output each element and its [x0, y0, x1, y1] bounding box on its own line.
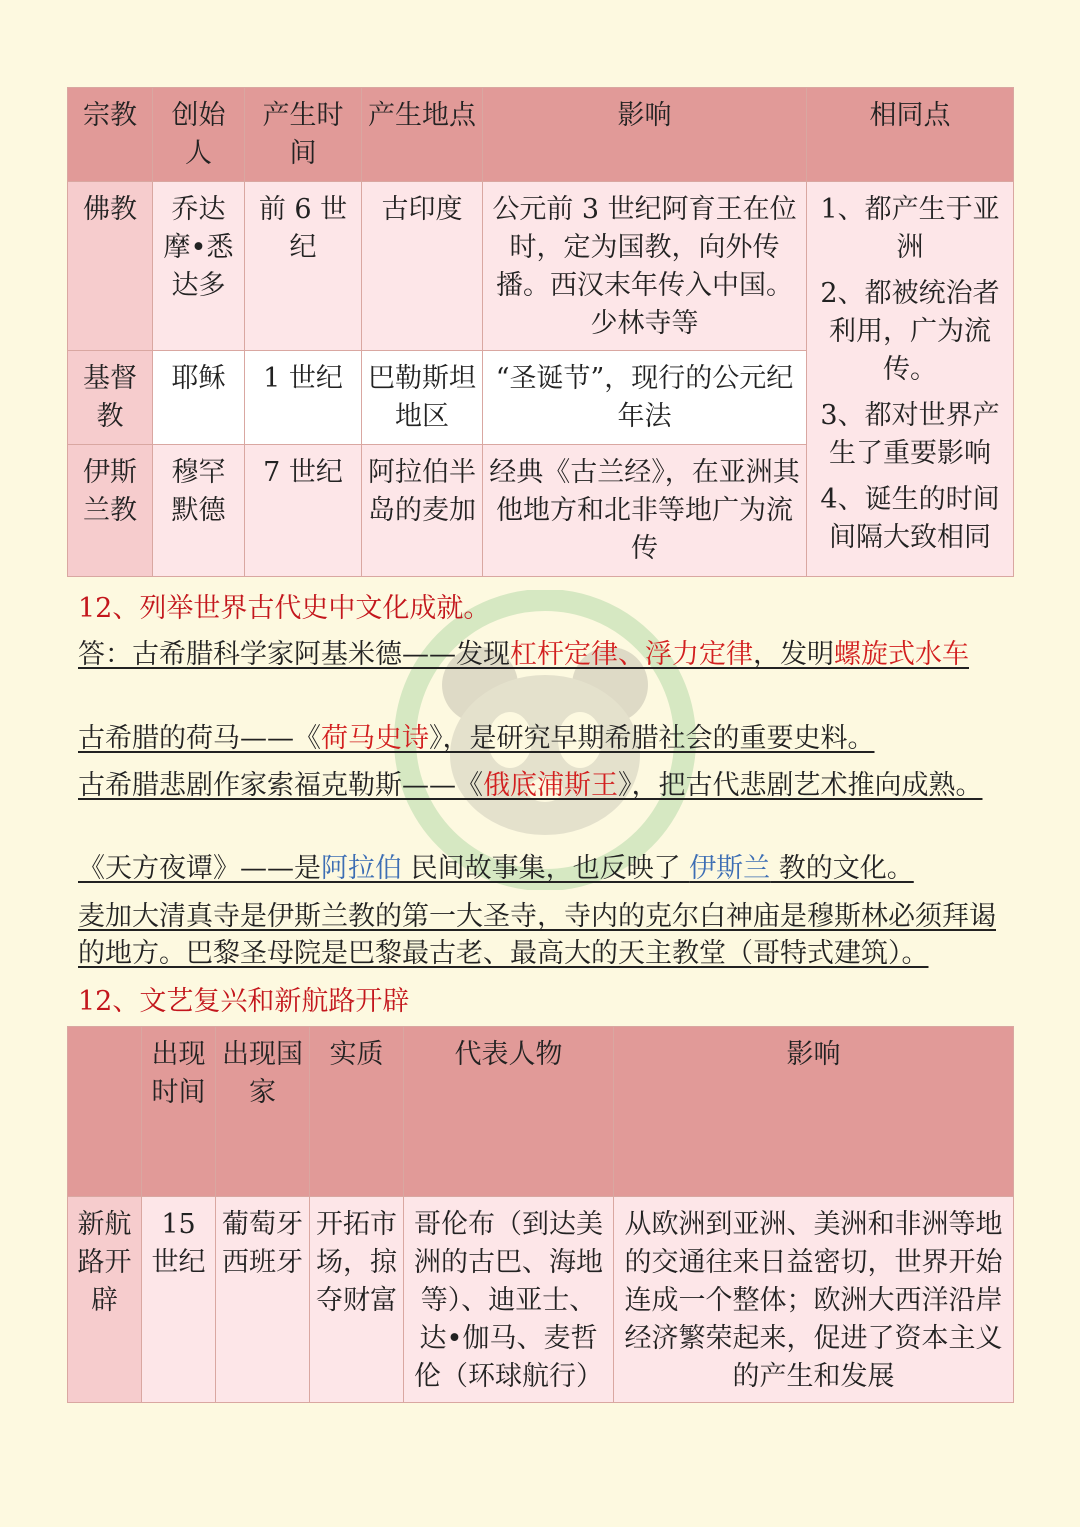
text-segment: 教的文化。 [770, 853, 914, 884]
text-segment: 》，把古代悲剧艺术推向成熟。 [618, 770, 983, 801]
cell-countries: 葡萄牙西班牙 [216, 1197, 310, 1403]
cell-founder: 乔达摩•悉达多 [153, 182, 245, 351]
header-impact: 影响 [483, 88, 807, 182]
similarity-item: 3、都对世界产生了重要影响 [820, 400, 1000, 469]
cell-impact: “圣诞节”，现行的公元纪年法 [483, 351, 807, 445]
header-founder: 创始人 [153, 88, 245, 182]
cell-religion: 佛教 [68, 182, 153, 351]
cell-similarities [807, 182, 1014, 577]
cell-time: 前 6 世纪 [245, 182, 362, 351]
table-header-row [68, 88, 1014, 182]
header-people: 代表人物 [404, 1027, 614, 1197]
cell-religion: 伊斯兰教 [68, 445, 153, 577]
section-title-culture: 12、列举世界古代史中文化成就。 [78, 593, 491, 624]
table-header-row [68, 1027, 1014, 1197]
header-time: 出现时间 [142, 1027, 216, 1197]
highlight-text: 俄底浦斯王 [483, 770, 618, 801]
cell-time: 1 世纪 [245, 351, 362, 445]
cell-place: 巴勒斯坦地区 [362, 351, 483, 445]
cell-people: 哥伦布（到达美洲的古巴、海地等）、迪亚士、达•伽马、麦哲伦（环球航行） [404, 1197, 614, 1403]
header-empty [68, 1027, 142, 1197]
cell-essence: 开拓市场，掠夺财富 [310, 1197, 404, 1403]
cell-impact: 从欧洲到亚洲、美洲和非洲等地的交通往来日益密切，世界开始连成一个整体；欧洲大西洋沿岸经济繁荣起来，促进了资本主义的产生和发展 [614, 1197, 1014, 1403]
header-impact: 影响 [614, 1027, 1014, 1197]
text-segment: 《天方夜谭》——是 [78, 853, 321, 884]
cell-religion: 基督教 [68, 351, 153, 445]
cell-time: 15 世纪 [142, 1197, 216, 1403]
text-segment: 》，是研究早期希腊社会的重要史料。 [429, 723, 875, 754]
header-countries: 出现国家 [216, 1027, 310, 1197]
similarity-item: 2、都被统治者利用，广为流传。 [820, 278, 1000, 385]
cell-impact: 公元前 3 世纪阿育王在位时，定为国教，向外传播。西汉末年传入中国。少林寺等 [483, 182, 807, 351]
text-segment: 答：古希腊科学家阿基米德——发现 [78, 639, 510, 670]
highlight-text: 伊斯兰 [689, 853, 771, 884]
cell-impact: 经典《古兰经》，在亚洲其他地方和北非等地广为流传 [483, 445, 807, 577]
text-segment: 古希腊悲剧作家索福克勒斯——《 [78, 770, 483, 801]
cell-time: 7 世纪 [245, 445, 362, 577]
cell-founder: 穆罕默德 [153, 445, 245, 577]
cell-event: 新航路开辟 [68, 1197, 142, 1403]
answer-line-archimedes [78, 636, 1008, 673]
religion-table [67, 87, 1014, 577]
answer-line-mecca-paris: 麦加大清真寺是伊斯兰教的第一大圣寺，寺内的克尔白神庙是穆斯林必须拜谒的地方。巴黎圣母院是巴黎最古老、最高大的天主教堂（哥特式建筑）。 [78, 901, 996, 969]
cell-place: 古印度 [362, 182, 483, 351]
header-time: 产生时间 [245, 88, 362, 182]
similarity-item: 1、都产生于亚洲 [820, 194, 1000, 263]
table-row [68, 1197, 1014, 1403]
similarity-item: 4、诞生的时间间隔大致相同 [820, 484, 1000, 553]
header-religion: 宗教 [68, 88, 153, 182]
table-row [68, 182, 1014, 351]
exploration-table [67, 1026, 1014, 1403]
header-essence: 实质 [310, 1027, 404, 1197]
header-place: 产生地点 [362, 88, 483, 182]
highlight-text: 荷马史诗 [321, 723, 429, 754]
text-segment: 民间故事集，也反映了 [402, 853, 690, 884]
answer-line-sophocles [78, 767, 1008, 804]
text-segment: ，发明 [753, 639, 834, 670]
header-similarities: 相同点 [807, 88, 1014, 182]
cell-founder: 耶稣 [153, 351, 245, 445]
section-title-renaissance: 12、文艺复兴和新航路开辟 [78, 986, 410, 1017]
highlight-text: 阿拉伯 [321, 853, 402, 884]
answer-line-arabian-nights [78, 850, 1008, 887]
highlight-text: 螺旋式水车 [834, 639, 969, 670]
highlight-text: 杠杆定律、浮力定律 [510, 639, 753, 670]
cell-place: 阿拉伯半岛的麦加 [362, 445, 483, 577]
answer-line-homer [78, 720, 1008, 757]
text-segment: 古希腊的荷马——《 [78, 723, 321, 754]
